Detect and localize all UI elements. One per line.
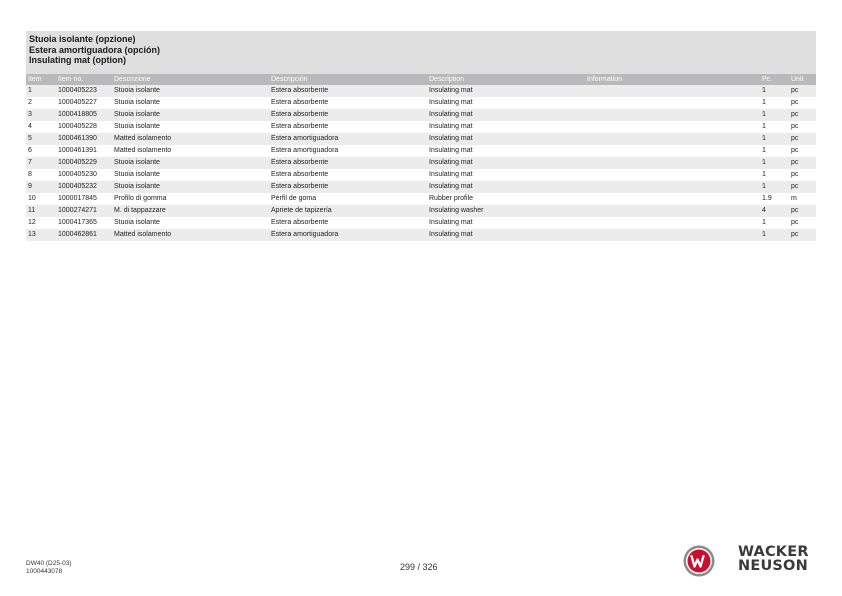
cell-information	[585, 157, 760, 169]
cell-descripcion: Estera absorbente	[269, 169, 427, 181]
cell-descripcion: Estera absorbente	[269, 97, 427, 109]
cell-unit: pc	[789, 121, 816, 133]
cell-item-no: 1000461390	[56, 133, 112, 145]
cell-information	[585, 205, 760, 217]
table-row	[26, 205, 816, 217]
cell-item-no: 1000405223	[56, 85, 112, 97]
header-description: Description	[427, 74, 585, 85]
cell-item-no: 1000417365	[56, 217, 112, 229]
cell-unit: pc	[789, 181, 816, 193]
cell-unit: pc	[789, 97, 816, 109]
cell-item-no: 1000462861	[56, 229, 112, 241]
cell-unit: m	[789, 193, 816, 205]
table-row	[26, 85, 816, 97]
cell-descripcion: Estera amortiguadora	[269, 133, 427, 145]
cell-item-no: 1000461391	[56, 145, 112, 157]
title-italian: Stuoia isolante (opzione)	[29, 34, 136, 44]
cell-pc: 1	[760, 181, 789, 193]
table-row	[26, 121, 816, 133]
cell-item-no: 1000405228	[56, 121, 112, 133]
cell-descrizione: Matted isolamento	[112, 133, 269, 145]
cell-information	[585, 133, 760, 145]
table-row	[26, 109, 816, 121]
cell-descripcion: Estera absorbente	[269, 157, 427, 169]
table-row	[26, 157, 816, 169]
header-descripcion: Descripción	[269, 74, 427, 85]
cell-pc: 1	[760, 217, 789, 229]
cell-pc: 1	[760, 97, 789, 109]
cell-item-no: 1000405229	[56, 157, 112, 169]
header-descrizione: Descrizione	[112, 74, 269, 85]
table-row	[26, 133, 816, 145]
cell-unit: pc	[789, 157, 816, 169]
cell-item-no: 1000405230	[56, 169, 112, 181]
cell-descrizione: M. di tappazzare	[112, 205, 269, 217]
cell-item-no: 1000405232	[56, 181, 112, 193]
cell-description: Insulating mat	[427, 133, 585, 145]
table-row	[26, 169, 816, 181]
cell-description: Insulating mat	[427, 181, 585, 193]
cell-unit: pc	[789, 169, 816, 181]
table-row	[26, 181, 816, 193]
cell-item-no: 1000418805	[56, 109, 112, 121]
title-english: Insulating mat (option)	[29, 55, 126, 65]
cell-item: 1	[26, 85, 56, 97]
cell-item-no: 1000017845	[56, 193, 112, 205]
cell-information	[585, 109, 760, 121]
table-row	[26, 229, 816, 241]
cell-unit: pc	[789, 85, 816, 97]
parts-table-body	[26, 85, 816, 241]
cell-description: Insulating mat	[427, 169, 585, 181]
cell-description: Insulating mat	[427, 157, 585, 169]
table-header-row	[26, 74, 816, 85]
cell-description: Insulating mat	[427, 109, 585, 121]
cell-description: Insulating mat	[427, 97, 585, 109]
cell-pc: 1	[760, 121, 789, 133]
cell-item: 6	[26, 145, 56, 157]
cell-unit: pc	[789, 229, 816, 241]
cell-descripcion: Pérfil de goma	[269, 193, 427, 205]
cell-pc: 1	[760, 109, 789, 121]
title-spanish: Estera amortiguadora (opción)	[29, 44, 161, 55]
cell-information	[585, 121, 760, 133]
footer-doc-number: 1000443078	[26, 567, 63, 575]
cell-item: 10	[26, 193, 56, 205]
cell-item: 5	[26, 133, 56, 145]
cell-descrizione: Stuoia isolante	[112, 181, 269, 193]
cell-descripcion: Estera absorbente	[269, 181, 427, 193]
cell-pc: 1	[760, 229, 789, 241]
cell-unit: pc	[789, 133, 816, 145]
cell-descrizione: Stuoia isolante	[112, 157, 269, 169]
cell-information	[585, 97, 760, 109]
cell-descripcion: Estera amortiguadora	[269, 145, 427, 157]
cell-item: 13	[26, 229, 56, 241]
cell-item: 3	[26, 109, 56, 121]
brand-line-2: NEUSON	[738, 557, 808, 574]
cell-item: 11	[26, 205, 56, 217]
cell-unit: pc	[789, 205, 816, 217]
cell-descripcion: Estera amortiguadora	[269, 229, 427, 241]
cell-item: 4	[26, 121, 56, 133]
cell-descrizione: Matted isolamento	[112, 145, 269, 157]
cell-information	[585, 181, 760, 193]
section-title-block	[26, 31, 816, 74]
cell-descrizione: Stuoia isolante	[112, 217, 269, 229]
wacker-neuson-logo-icon	[683, 545, 715, 577]
header-item: Item	[26, 74, 56, 85]
page-number: 299 / 326	[400, 562, 438, 572]
cell-description: Insulating mat	[427, 229, 585, 241]
cell-description: Rubber profile	[427, 193, 585, 205]
cell-unit: pc	[789, 145, 816, 157]
table-row	[26, 145, 816, 157]
cell-item: 8	[26, 169, 56, 181]
cell-item: 2	[26, 97, 56, 109]
cell-item-no: 1000274271	[56, 205, 112, 217]
header-item-no: Item no.	[56, 74, 112, 85]
cell-unit: pc	[789, 109, 816, 121]
cell-descrizione: Stuoia isolante	[112, 109, 269, 121]
cell-descripcion: Apriete de tapizería	[269, 205, 427, 217]
cell-descrizione: Stuoia isolante	[112, 85, 269, 97]
cell-information	[585, 193, 760, 205]
footer-doc-info	[26, 560, 72, 575]
cell-item: 7	[26, 157, 56, 169]
cell-pc: 1	[760, 169, 789, 181]
cell-descrizione: Profilo di gomma	[112, 193, 269, 205]
cell-pc: 4	[760, 205, 789, 217]
cell-descripcion: Estera absorbente	[269, 121, 427, 133]
cell-description: Insulating mat	[427, 121, 585, 133]
header-unit: Unit	[789, 74, 816, 85]
cell-information	[585, 145, 760, 157]
cell-pc: 1	[760, 145, 789, 157]
cell-pc: 1	[760, 157, 789, 169]
brand-line-1: WACKER	[738, 544, 809, 560]
cell-description: Insulating mat	[427, 85, 585, 97]
cell-descripcion: Estera absorbente	[269, 217, 427, 229]
cell-descrizione: Matted isolamento	[112, 229, 269, 241]
header-information: Information	[585, 74, 760, 85]
cell-unit: pc	[789, 217, 816, 229]
cell-pc: 1	[760, 133, 789, 145]
cell-information	[585, 229, 760, 241]
cell-item: 9	[26, 181, 56, 193]
cell-descripcion: Estera absorbente	[269, 109, 427, 121]
footer-model: DW40 (D25-03)	[26, 560, 72, 567]
cell-description: Insulating washer	[427, 205, 585, 217]
parts-table	[26, 74, 816, 241]
cell-item: 12	[26, 217, 56, 229]
table-row	[26, 193, 816, 205]
cell-information	[585, 217, 760, 229]
header-pc: Pc.	[760, 74, 789, 85]
table-row	[26, 217, 816, 229]
cell-descrizione: Stuoia isolante	[112, 121, 269, 133]
cell-descripcion: Estera absorbente	[269, 85, 427, 97]
cell-description: Insulating mat	[427, 145, 585, 157]
cell-pc: 1	[760, 85, 789, 97]
cell-descrizione: Stuoia isolante	[112, 97, 269, 109]
cell-pc: 1.9	[760, 193, 789, 205]
cell-item-no: 1000405227	[56, 97, 112, 109]
cell-description: Insulating mat	[427, 217, 585, 229]
cell-information	[585, 85, 760, 97]
table-row	[26, 97, 816, 109]
brand-wordmark	[738, 546, 809, 573]
cell-descrizione: Stuoia isolante	[112, 169, 269, 181]
cell-information	[585, 169, 760, 181]
